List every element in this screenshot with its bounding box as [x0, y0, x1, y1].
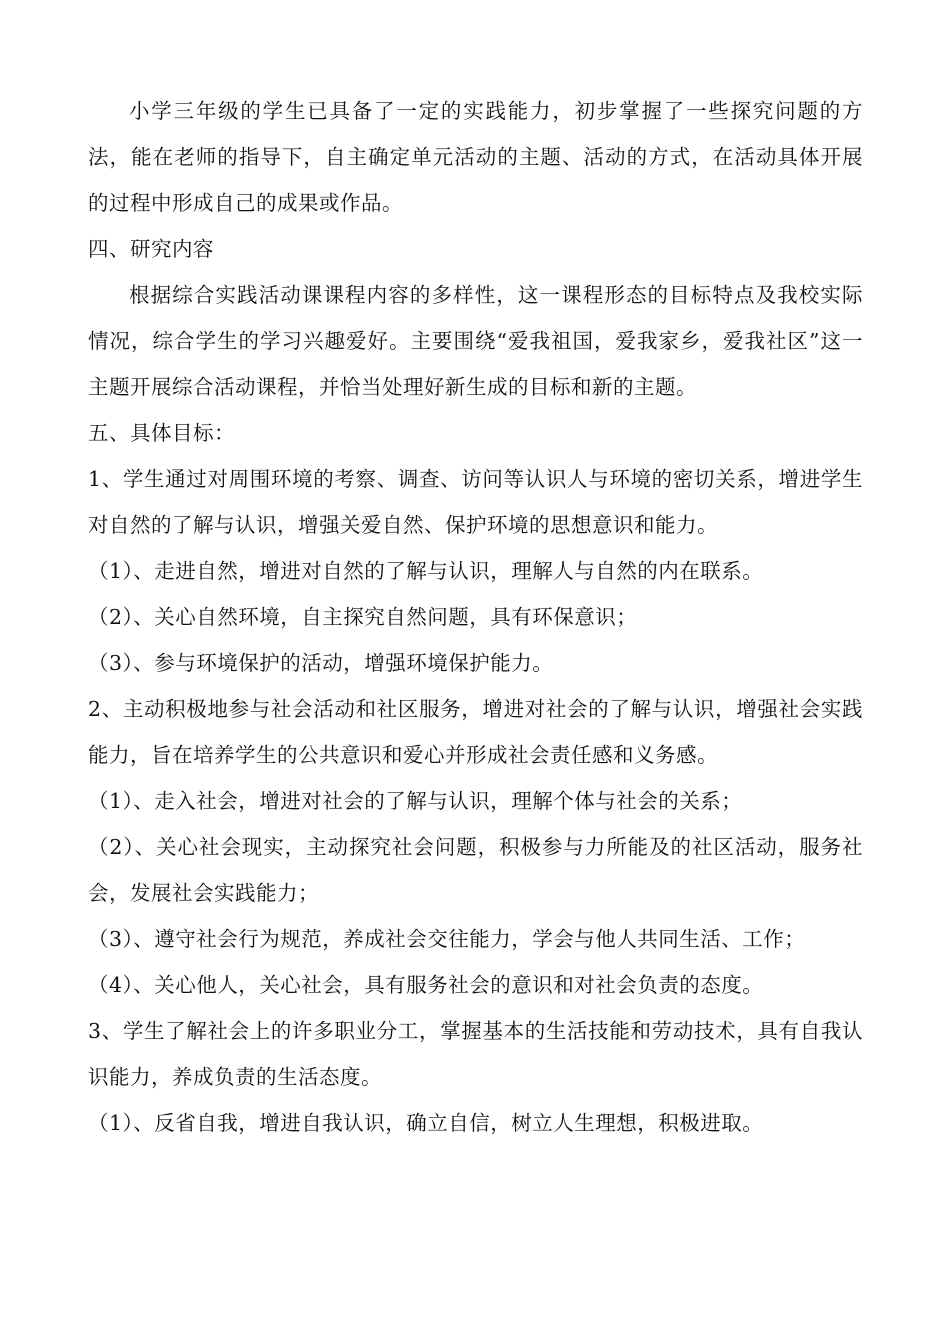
- goal-1-item-3: （3）、参与环境保护的活动，增强环境保护能力。: [88, 651, 554, 675]
- section-heading-research-content: 四、研究内容: [88, 237, 214, 261]
- goal-1-item-1: （1）、走进自然，增进对自然的了解与认识，理解人与自然的内在联系。: [88, 559, 764, 583]
- goal-3-paragraph: 3、学生了解社会上的许多职业分工，掌握基本的生活技能和劳动技术，具有自我认识能力，养成负责的生活态度。: [88, 1019, 863, 1089]
- goal-2-item-2: （2）、关心社会现实，主动探究社会问题，积极参与力所能及的社区活动，服务社会，发展社会实践能力；: [88, 835, 863, 905]
- research-content-paragraph: 根据综合实践活动课课程内容的多样性，这一课程形态的目标特点及我校实际情况，综合学生的学习兴趣爱好。主要围绕“爱我祖国，爱我家乡，爱我社区”这一主题开展综合活动课程，并恰当处理好新生成的目标和新的主题。: [88, 283, 863, 399]
- goal-2-item-3: （3）、遵守社会行为规范，养成社会交往能力，学会与他人共同生活、工作；: [88, 927, 806, 951]
- section-heading-specific-goals: 五、具体目标：: [88, 421, 235, 445]
- intro-paragraph: 小学三年级的学生已具备了一定的实践能力，初步掌握了一些探究问题的方法，能在老师的指导下，自主确定单元活动的主题、活动的方式，在活动具体开展的过程中形成自己的成果或作品。: [88, 99, 863, 215]
- goal-2-item-4: （4）、关心他人，关心社会，具有服务社会的意识和对社会负责的态度。: [88, 973, 764, 997]
- goal-1-item-2: （2）、关心自然环境，自主探究自然问题，具有环保意识；: [88, 605, 638, 629]
- goal-2-paragraph: 2、主动积极地参与社会活动和社区服务，增进对社会的了解与认识，增强社会实践能力，旨在培养学生的公共意识和爱心并形成社会责任感和义务感。: [88, 697, 863, 767]
- goal-3-item-1: （1）、反省自我，增进自我认识，确立自信，树立人生理想，积极进取。: [88, 1111, 764, 1135]
- goal-1-paragraph: 1、学生通过对周围环境的考察、调查、访问等认识人与环境的密切关系，增进学生对自然的了解与认识，增强关爱自然、保护环境的思想意识和能力。: [88, 467, 863, 537]
- goal-2-item-1: （1）、走入社会，增进对社会的了解与认识，理解个体与社会的关系；: [88, 789, 743, 813]
- document-body: [88, 88, 863, 1146]
